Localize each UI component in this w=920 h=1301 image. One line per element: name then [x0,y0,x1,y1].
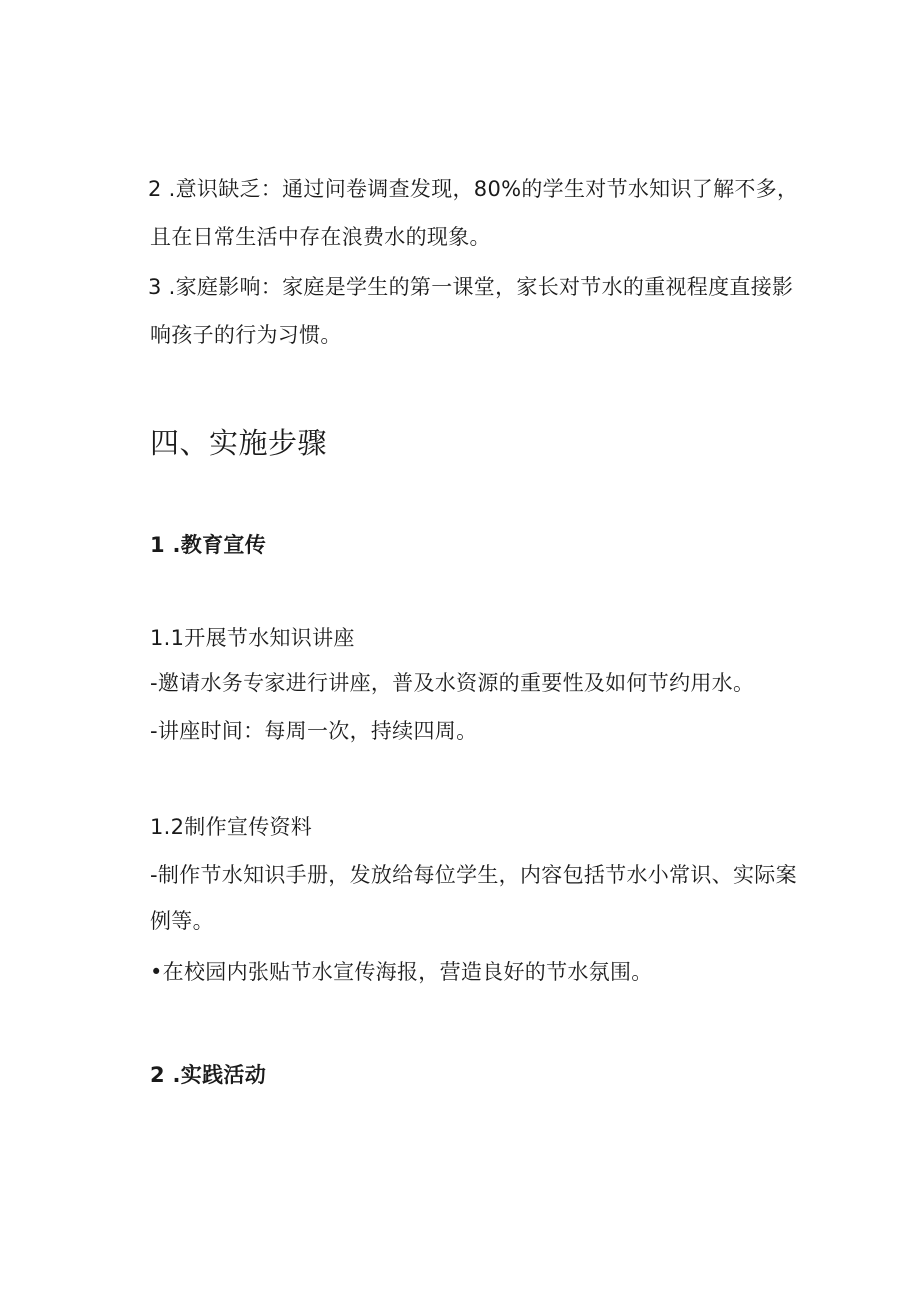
list-item-2-line-1: 2 .意识缺乏：通过问卷调查发现，80%的学生对节水知识了解不多， [148,177,799,201]
item-1-2-bullet-1-line-2: 例等。 [150,909,214,933]
item-1-2-bullet-2: •在校园内张贴节水宣传海报，营造良好的节水氛围。 [150,960,653,984]
item-1-2-title: 1.2制作宣传资料 [150,815,313,839]
item-1-2-bullet-1-line-1: -制作节水知识手册，发放给每位学生，内容包括节水小常识、实际案 [150,863,797,887]
item-1-1-bullet-1: -邀请水务专家进行讲座，普及水资源的重要性及如何节约用水。 [150,671,755,695]
list-item-2-line-2: 且在日常生活中存在浪费水的现象。 [150,225,491,249]
subsection-1-heading: 1 .教育宣传 [150,533,266,557]
section-heading: 四、实施步骤 [150,426,328,460]
item-1-1-title: 1.1开展节水知识讲座 [150,626,355,650]
list-item-3-line-1: 3 .家庭影响：家庭是学生的第一课堂，家长对节水的重视程度直接影 [148,275,794,299]
subsection-2-heading: 2 .实践活动 [150,1063,266,1087]
list-item-3-line-2: 响孩子的行为习惯。 [150,323,342,347]
item-1-1-bullet-2: -讲座时间：每周一次，持续四周。 [150,719,478,743]
